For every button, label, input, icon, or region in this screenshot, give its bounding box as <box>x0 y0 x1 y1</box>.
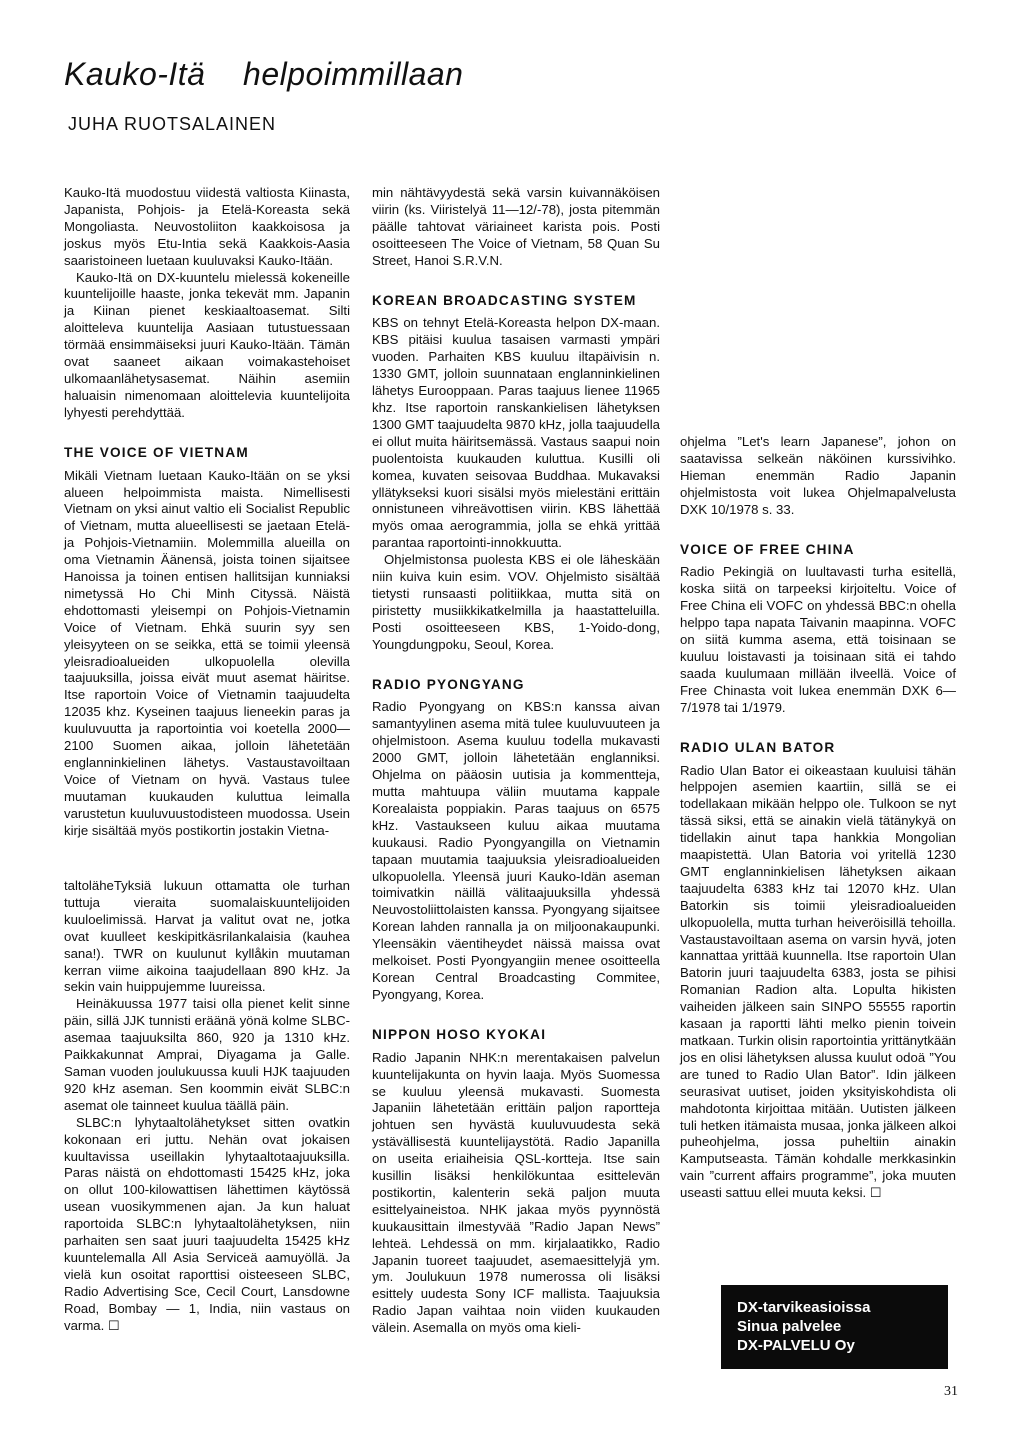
article-title: Kauko-Itä helpoimmillaan <box>64 56 464 92</box>
ad-line-2: Sinua palvelee <box>737 1318 842 1335</box>
kbs-paragraph: KBS on tehnyt Etelä-Koreasta helpon DX-maan. KBS pitäisi kuulua tasaisen varmasti ympäri vuoden. Parhaiten KBS kuuluu iltapäivisin n. 1330 GMT, jolloin suunnataan englanninkielinen lähetys Eurooppaan. Paras taajuus lienee 11965 khz. Itse raportoin ranskankielisen lähetyksen 1300 GMT taajuudelta 9870 kHz, jolla taajuudella ei ollut muita häiritsemässä. Vastaus saapui noin puolentoista kuukauden kuluttua. Kusilli oli komea, kuvaten seisovaa Buddhaa. Mukavaksi yllätykseksi kuori sisälsi myös mielestäni erittäin onnistuneen vihreävottisen viirin. KBS lähettää myös omaa aerogrammia, jolla se ehkä yrittää parantaa raportointi-innokkuutta. <box>372 315 660 551</box>
heading-korean-broadcasting: KOREAN BROADCASTING SYSTEM <box>372 292 637 308</box>
nhk-continued-paragraph: ohjelma ”Let's learn Japanese”, johon on saatavissa selkeän näköinen kurssivihko. Hieman enemmän Radio Japanin ohjelmistosta voit lukea Ohjelmapalvelusta DXK 10/1978 s. 33. <box>680 434 956 517</box>
column-3 <box>680 434 956 1202</box>
ad-line-3: DX-PALVELU Oy <box>737 1337 855 1354</box>
nhk-paragraph: Radio Japanin NHK:n merentakaisen palvelun kuuntelijakunta on hyvin laaja. Myös Suomessa se kuuluu yleensä mukavasti. Suomesta Japaniin lähetetään erittäin paljon raportteja johtuen sen hyvästä kuuluvuudesta sekä ystävällisestä kuuntelijaystötä. Radio Japanilla on useita eriaiheisia QSL-kortteja. Itse sain kusillin lisäksi henkilökuntaa esittelevän postikortin, kalenterin sekä paljon muuta esittelyaineistoa. NHK jakaa myös pyynnöstä kuukausittain ilmestyvää ”Radio Japan News” lehteä. Lehdessä on mm. kirjalaatikko, Radio Japanin tuoreet taajuudet, asemaesittelyjä ym. ym. Joulukuun 1978 numerossa oli lisäksi esittely uudesta Sony ICF mallista. Taajuuksia Radio Japan vaihtaa noin viiden kuukauden välein. Asemalla on myös oma kieli- <box>372 1049 660 1336</box>
heading-radio-ulan-bator: RADIO ULAN BATOR <box>680 739 836 755</box>
vietnam-continued-paragraph: min nähtävyydestä sekä varsin kuivannäköisen viirin (ks. Viiristelyä 11—12/-78), josta pitemmän päälle tahtovat väriaineet karista pois. Posti osoitteeseen The Voice of Vietnam, 58 Quan Su Street, Hanoi S.R.V.N. <box>372 185 660 268</box>
vietnam-paragraph: Mikäli Vietnam luetaan Kauko-Itään on se yksi alueen helpoimmista maista. Nimellisesti Vietnam on yksi ainut valtio eli Socialist Republic of Vietnam, mutta alueellisesti se jaetaan Etelä- ja Pohjois-Vietnamiin. Molemmilla alueilla on oma Vietnamin Äänensä, joista toinen sijaitsee Hanoissa ja toinen entisen hallitsijan kunniaksi nimetyssä Ho Chi Minh Cityssä. Näistä ehdottomasti yleisempi on Pohjois-Vietnamin Voice of Vietnam. Ehkä suurin syy sen yleisyyteen on se seikka, että se toimii yleensä yleisradioalueiden ulkopuolella olevilla taajuuksilla, joissa eivät muut asemat häiritse. Itse raportoin Voice of Vietnamin taajuudelta 12035 khz. Kyseinen taajuus lieneekin paras ja kuuluvuutta ja raportointia voi koetella 2000—2100 Suomen aikaa, jolloin lähetetään englanninkielinen lähetys. Vastaustavoiltaan Voice of Vietnam on hyvä. Vastaus tulee muutaman kuukauden kuluttua leimalla varustetun kuuluvuustodisteen muodossa. Usein kirje sisältää myös postikortin jostakin Vietna- <box>64 467 350 838</box>
column-1-upper <box>64 185 350 840</box>
pyongyang-paragraph: Radio Pyongyang on KBS:n kanssa aivan samantyylinen asema mitä tulee kuuluvuuteen ja ohjelmistoon. Asema kuuluu todella mukavasti 2000 GMT, jolloin lähetetään englanniksi. Ohjelma on pääosin uutisia ja kommentteja, mutta mahtuupa väliin muutama kappale Korealaista poppiakin. Paras taajuus on 6575 kHz. Vastaukseen kuluu aikaa muutama kuukausi. Radio Pyongyangilla on Vietnamin tapaan muutamia taajuuksia yleisradioalueiden ulkopuolella. Yleensä juuri Kauko-Idän aseman toimivatkin näillä välitaajuuksilla yhdessä Neuvostoliittolaisten kanssa. Pyongyang sijaitsee Korean lahden rannalla ja on miljoonakaupunki. Yleensäkin väentiheydet näissä maissa ovat melkoiset. Posti Pyongyangiin menee osoitteella Korean Central Broadcasting Commitee, Pyongyang, Korea. <box>372 699 660 1002</box>
ulan-bator-paragraph: Radio Ulan Bator ei oikeastaan kuuluisi tähän helppojen asemien kaartiin, sillä se ei todellakaan mikään helppo ole. Tulkoon se nyt tässä siksi, että se ainakin vielä tätänykyä on tidellakin ainut tapa hankkia Mongolian maapistettä. Ulan Batoria voi yritellä 1230 GMT englanninkielisen lähetyksen aikaan taajuudelta 6383 kHz tai 12070 kHz. Ulan Batorkin sis toimii yleisradioalueiden ulkopuolella, mutta turhan heiveröisillä tehoilla. Vastaustavoiltaan asema on varsin hyvä, joten kannattaa yrittää kuunnella. Itse raportoin Ulan Batorin juuri taajuudelta 6383, josta se pihisi Romanian Radion alta. Lopulta hikisten vaiheiden jälkeen sain SINPO 55555 raportin kasaan ja raportti lähti melko pienin toivein matkaan. Turkin olisin raportointia yrittänytkään jos en olisi lähetyksen alussa kuulut odoä ”You are tuned to Radio Ulan Bator”. Idin jälkeen seurasivat uutiset, joiden yksityiskohdista oli mahdotonta kirjoittaa mitään. Uutisten jälkeen tuli hetken itämaista musaa, jonka jälkeen alkoi puheohjelma, jossa puheltiin ainakin Kamputseasta. Tämän kohdalle merkkasinkin vain ”current affairs programme”, joka muuten useasti sattuu ellei muuta keksi. ☐ <box>680 762 956 1201</box>
kbs-program-paragraph: Ohjelmistonsa puolesta KBS ei ole läheskään niin kuiva kuin esim. VOV. Ohjelmisto sisältää tietysti runsaasti politiikkaa, mutta sitä on piristetty musiikkikatkelmilla ja haastatteluilla. Posti osoitteeseen KBS, 1-Yoido-dong, Youngdungpoku, Seoul, Korea. <box>372 552 660 652</box>
heading-voice-of-vietnam: THE VOICE OF VIETNAM <box>64 444 249 460</box>
heading-voice-of-free-china: VOICE OF FREE CHINA <box>680 541 855 557</box>
page-number: 31 <box>944 1384 958 1399</box>
srilanka-paragraph: taltoläheTyksiä lukuun ottamatta ole turhan tuttuja vieraita suomalaiskuuntelijoiden kuuloelimissä. Harvat ja valitut ovat ne, jotka ovat kuulleet keskipitkäsrilankalaisia (kauhea sana!). TWR on kuulunut kyllåkin muutaman kerran viime aikoina taajudellaan 890 kHz. Ja sekin vain huippujemme luureissa. <box>64 878 350 995</box>
column-2 <box>372 185 660 1337</box>
column-1-lower <box>64 878 350 1334</box>
slbc-mw-paragraph: Heinäkuussa 1977 taisi olla pienet kelit sinne päin, sillä JJK tunnisti eräänä yönä kolme SLBC-asemaa taajuuksilta 860, 920 ja 1310 kHz. Paikkakunnat Amprai, Diyagama ja Galle. Saman vuoden joulukuussa kuuli HJK taajuuden 920 kHz aseman. Sen koommin eivät SLBC:n asemat ole tainneet kuulua täällä päin. <box>64 996 350 1113</box>
intro-paragraph: Kauko-Itä muodostuu viidestä valtiosta Kiinasta, Japanista, Pohjois- ja Etelä-Koreasta sekä Mongoliasta. Neuvostoliiton kaakkoisosa ja joskus myös Etu-Intia sekä Kaakkois-Aasia saaristoineen luetaan kuuluvaksi Kauko-Itään. <box>64 185 350 268</box>
heading-radio-pyongyang: RADIO PYONGYANG <box>372 676 525 692</box>
article-author: JUHA RUOTSALAINEN <box>68 114 277 134</box>
ad-line-1: DX-tarvikeasioissa <box>737 1299 871 1316</box>
slbc-sw-paragraph: SLBC:n lyhytaaltolähetykset sitten ovatkin kokonaan eri juttu. Nehän ovat jokaisen kuultavissa useillakin lyhytaaltotaajuuksilla. Paras näistä on ehdottomasti 15425 kHz, joka on ollut 100-kilowattisen lähettimen käytössä usean vuosikymmenen ajan. Ja kun haluat raportoida SLBC:n lyhytaaltolähetyksen, niin parhaiten sen saat juuri taajuudelta 15425 kHz kuuntelemalla All Asia Serviceä aamuyöllä. Ja vielä kun osoitat raporttisi oisteeseen SLBC, Radio Advertising Sce, Cecil Court, Lansdowne Road, Bombay — 1, India, niin vastaus on varma. ☐ <box>64 1114 350 1333</box>
advertisement-box <box>721 1285 948 1369</box>
vofc-paragraph: Radio Pekingiä on luultavasti turha esitellä, koska siitä on tarpeeksi kirjoiteltu. Voice of Free China eli VOFC on yhdessä BBC:n ohella helppo tapa napata Taivanin maapinna. VOFC on siitä kumma asema, että toisinaan se kuuluu loistavasti ja toisinaan sitä ei tahdo saada kuulumaan millään ilveellä. Voice of Free Chinasta voit lukea enemmän DXK 6—7/1978 tai 1/1979. <box>680 564 956 715</box>
intro-paragraph-2: Kauko-Itä on DX-kuuntelu mielessä kokeneille kuuntelijoille haaste, jonka tekevät mm. Japanin ja Kiinan pienet keskiaaltoasemat. Silti aloitteleva kuuntelija Aasiaan tutustuessaan törmää ensimmäiseksi juuri Kauko-Itään. Tämän ovat saaneet aikaan voimakastehoiset ulkomaanlähetysasemat. Näihin asemiin haluaisin nimenomaan aloittelevia kuuntelijoita lyhyesti perehdyttää. <box>64 269 350 420</box>
heading-nippon-hoso-kyokai: NIPPON HOSO KYOKAI <box>372 1026 547 1042</box>
